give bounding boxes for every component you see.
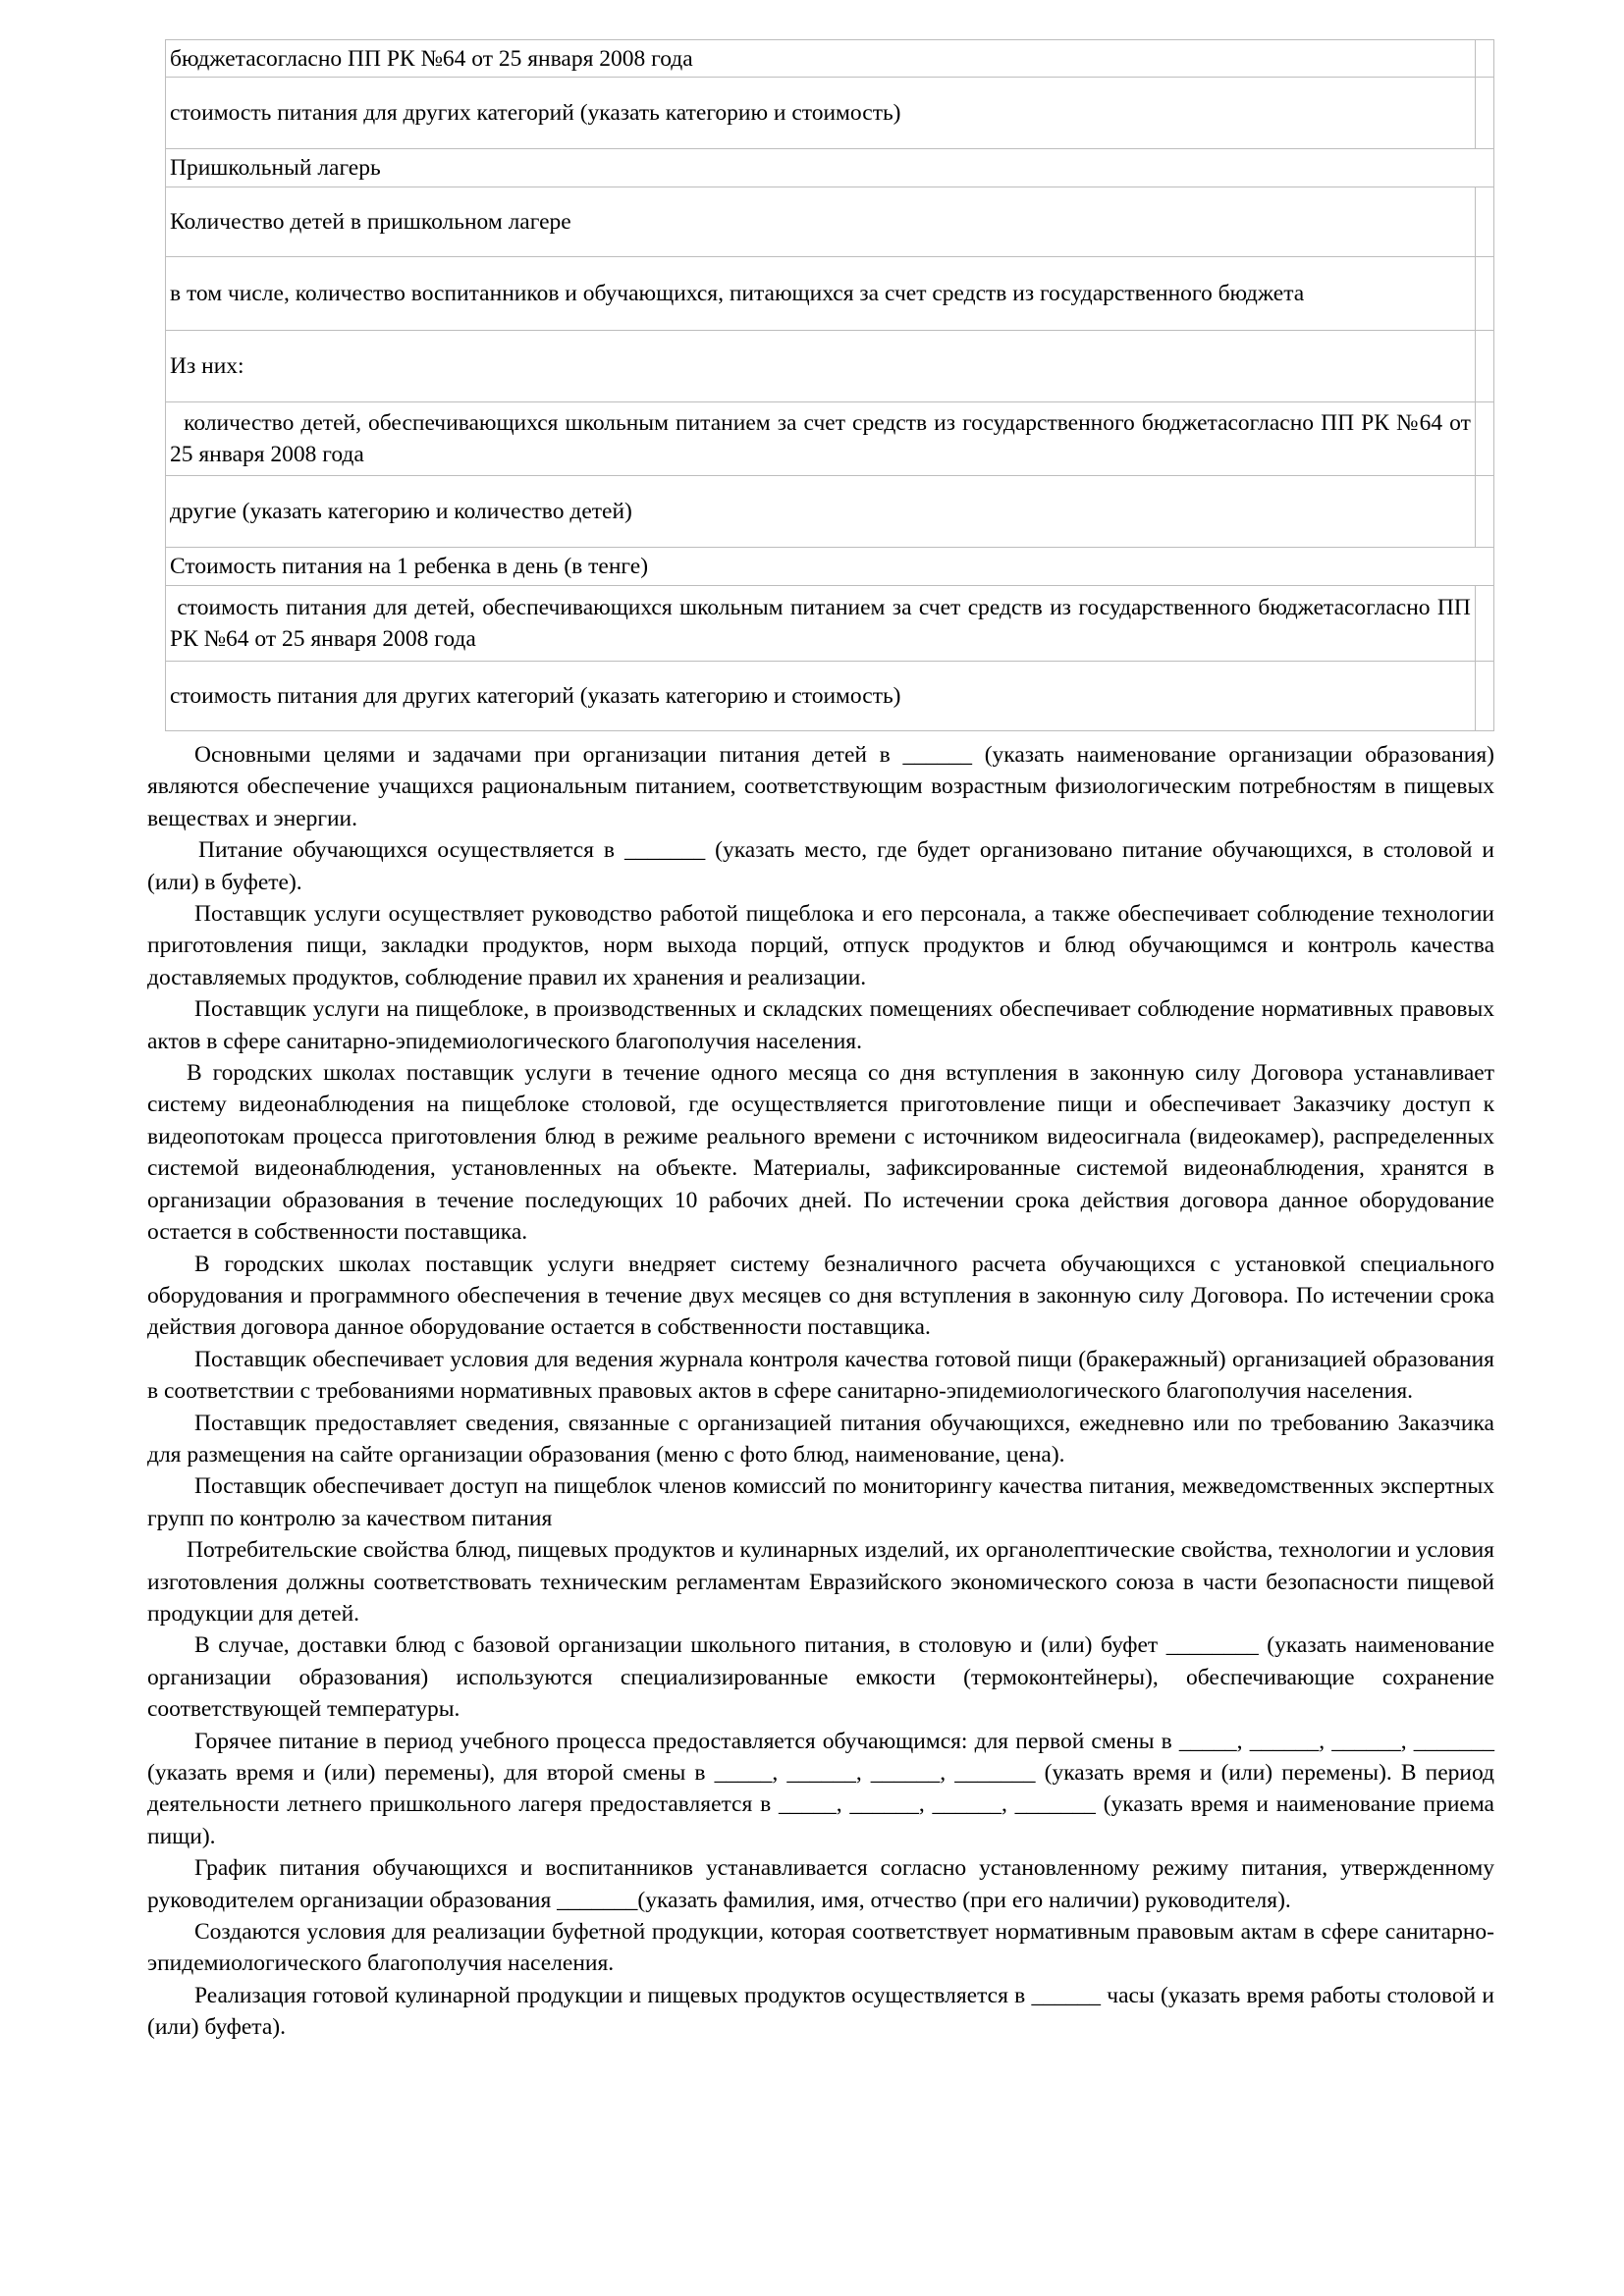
table-row: [166, 257, 1494, 331]
table-cell-value[interactable]: [1475, 662, 1493, 731]
paragraph-meal-schedule: График питания обучающихся и воспитанников устанавливается согласно установленному режиму питания, утвержденному руководителем организации образования _______(указать фамилия, имя, отчество (при его наличии) руководителя).: [147, 1855, 1494, 1913]
table-row: [166, 402, 1494, 476]
table-row: [166, 331, 1494, 402]
table-cell-label: бюджетасогласно ПП РК №64 от 25 января 2008 года: [166, 40, 1476, 78]
paragraph-sanitary-compliance: Поставщик услуги на пищеблоке, в производственных и складских помещениях обеспечивает соблюдение нормативных правовых актов в сфере санитарно-эпидемиологического благополучия населения.: [147, 996, 1494, 1054]
table-cell-label: Количество детей в пришкольном лагере: [166, 187, 1476, 257]
paragraph-meal-location: Питание обучающихся осуществляется в _______ (указать место, где будет организовано питание обучающихся, в столовой и (или) в буфете).: [147, 837, 1494, 895]
table-row-section: [166, 548, 1494, 586]
table-cell-value[interactable]: [1475, 586, 1493, 662]
table-cell-value[interactable]: [1475, 78, 1493, 149]
paragraph-goals: Основными целями и задачами при организации питания детей в ______ (указать наименование организации образования) являются обеспечение учащихся рациональным питанием, соответствующим возрастным физиологическим потребностям в пищевых веществах и энергии.: [147, 742, 1494, 831]
paragraph-buffet-conditions: Создаются условия для реализации буфетной продукции, которая соответствует нормативным правовым актам в сфере санитарно-эпидемиологического благополучия населения.: [147, 1919, 1494, 1977]
table-cell-value[interactable]: [1475, 331, 1493, 402]
table-row: [166, 662, 1494, 731]
table-section-heading: Пришкольный лагерь: [166, 149, 1494, 187]
table-cell-label: Из них:: [166, 331, 1476, 402]
table-row: [166, 78, 1494, 149]
table-row: [166, 187, 1494, 257]
table-cell-value[interactable]: [1475, 402, 1493, 476]
table-cell-label: стоимость питания для других категорий (указать категорию и стоимость): [166, 78, 1476, 149]
paragraph-quality-journal: Поставщик обеспечивает условия для ведения журнала контроля качества готовой пищи (бракеражный) организацией образования в соответствии с требованиями нормативных правовых актов в сфере санитарно-эпидемиологического благополучия населения.: [147, 1346, 1494, 1405]
catering-info-table: [165, 39, 1494, 731]
table-cell-value[interactable]: [1475, 257, 1493, 331]
table-section-heading: Стоимость питания на 1 ребенка в день (в тенге): [166, 548, 1494, 586]
table-cell-label: в том числе, количество воспитанников и обучающихся, питающихся за счет средств из государственного бюджета: [166, 257, 1476, 331]
paragraph-hot-meals-schedule: Горячее питание в период учебного процесса предоставляется обучающимся: для первой смены в _____, ______, ______, _______ (указать время и (или) перемены), для второй смены в _____, ______, ______, _______ (указать время и (или) перемены). В период деятельности летнего пришкольного лагеря предоставляется в _____, ______, ______, _______ (указать время и наименование приема пищи).: [147, 1728, 1494, 1849]
paragraph-commission-access: Поставщик обеспечивает доступ на пищеблок членов комиссий по мониторингу качества питания, межведомственных экспертных групп по контролю за качеством питания: [147, 1473, 1494, 1531]
paragraph-cashless-payment: В городских школах поставщик услуги внедряет систему безналичного расчета обучающихся с установкой специального оборудования и программного обеспечения в течение двух месяцев со дня вступления в законную силу Договора. По истечении срока действия договора данное оборудование остается в собственности поставщика.: [147, 1251, 1494, 1341]
table-cell-value[interactable]: [1475, 187, 1493, 257]
document-body: [147, 739, 1494, 2044]
table-row: [166, 586, 1494, 662]
table-cell-value[interactable]: [1475, 476, 1493, 548]
paragraph-delivery: В случае, доставки блюд с базовой организации школьного питания, в столовую и (или) буфет ________ (указать наименование организации образования) используются специализированные емкости (термоконтейнеры), обеспечивающие сохранение соответствующей температуры.: [147, 1632, 1494, 1723]
paragraph-information-disclosure: Поставщик предоставляет сведения, связанные с организацией питания обучающихся, ежедневно или по требованию Заказчика для размещения на сайте организации образования (меню с фото блюд, наименование, цена).: [147, 1410, 1494, 1468]
paragraph-consumer-properties: Потребительские свойства блюд, пищевых продуктов и кулинарных изделий, их органолептические свойства, технологии и условия изготовления должны соответствовать техническим регламентам Евразийского экономического союза в части безопасности пищевой продукции для детей.: [147, 1537, 1494, 1627]
table-row: [166, 476, 1494, 548]
table-cell-label: количество детей, обеспечивающихся школьным питанием за счет средств из государственного бюджетасогласно ПП РК №64 от 25 января 2008 года: [166, 402, 1476, 476]
table-cell-label: стоимость питания для других категорий (указать категорию и стоимость): [166, 662, 1476, 731]
table-row-section: [166, 149, 1494, 187]
table-cell-label: стоимость питания для детей, обеспечивающихся школьным питанием за счет средств из государственного бюджетасогласно ПП РК №64 от 25 января 2008 года: [166, 586, 1476, 662]
table-cell-label: другие (указать категорию и количество детей): [166, 476, 1476, 548]
table-cell-value[interactable]: [1475, 40, 1493, 78]
paragraph-supplier-management: Поставщик услуги осуществляет руководство работой пищеблока и его персонала, а также обеспечивает соблюдение технологии приготовления пищи, закладки продуктов, норм выхода порций, отпуск продуктов и блюд обучающимся и контроль качества доставляемых продуктов, соблюдение правил их хранения и реализации.: [147, 901, 1494, 990]
paragraph-sales-hours: Реализация готовой кулинарной продукции и пищевых продуктов осуществляется в ______ часы (указать время работы столовой и (или) буфета).: [147, 1982, 1494, 2041]
table-row: [166, 40, 1494, 78]
paragraph-video-surveillance: В городских школах поставщик услуги в течение одного месяца со дня вступления в законную силу Договора устанавливает систему видеонаблюдения на пищеблоке столовой, где осуществляется приготовление пищи и обеспечивает Заказчику доступ к видеопотокам процесса приготовления блюд в режиме реального времени с источником видеосигнала (видеокамер), распределенных системой видеонаблюдения, установленных на объекте. Материалы, зафиксированные системой видеонаблюдения, хранятся в организации образования в течение последующих 10 рабочих дней. По истечении срока действия договора данное оборудование остается в собственности поставщика.: [147, 1060, 1494, 1246]
